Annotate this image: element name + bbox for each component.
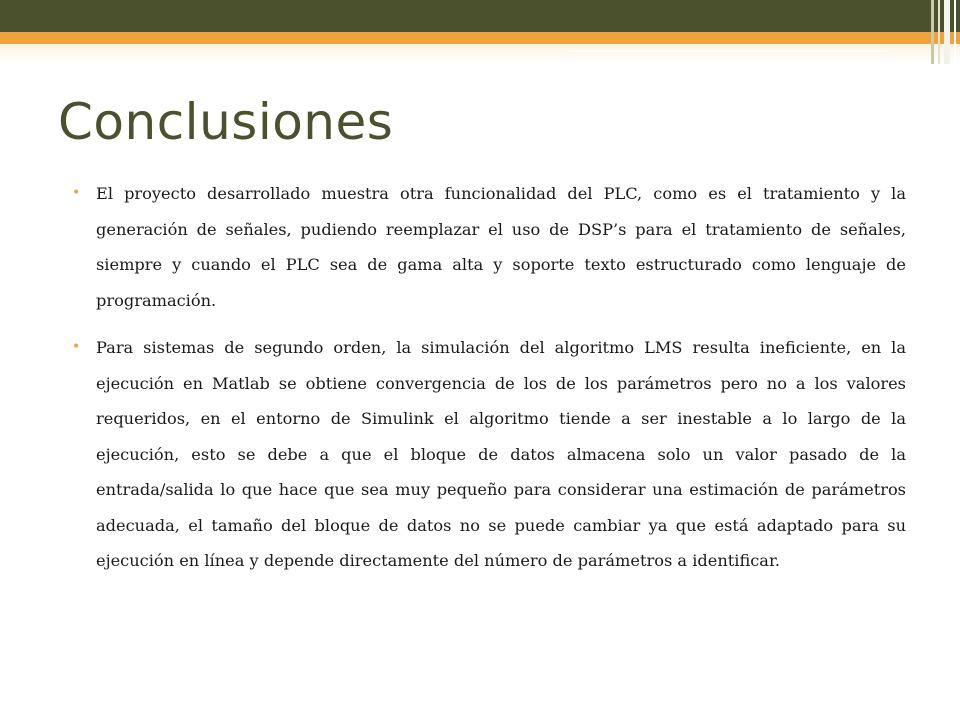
bullet-list — [70, 176, 906, 591]
header-highlight-line — [568, 50, 888, 52]
header-stripe — [954, 0, 956, 64]
header-stripe — [931, 0, 934, 64]
header-band-dark — [0, 0, 960, 32]
bullet-text: El proyecto desarrollado muestra otra funcionalidad del PLC, como es el tratamiento y la generación de señales, pudiendo reemplazar el uso de DSP’s para el tratamiento de señales, siempre y cuando el PLC sea de gama alta y soporte texto estructurado como lenguaje de programación. — [96, 184, 906, 310]
bullet-item — [70, 330, 906, 579]
header-stripe — [944, 0, 950, 64]
header-stripe — [938, 0, 940, 64]
bullet-item — [70, 176, 906, 318]
bullet-icon: • — [72, 339, 81, 355]
bullet-text: Para sistemas de segundo orden, la simulación del algoritmo LMS resulta ineficiente, en la ejecución en Matlab se obtiene convergencia de los de los parámetros pero no a los valores requeridos, en el entorno de Simulink el algoritmo tiende a ser inestable a lo largo de la ejecución, esto se debe a que el bloque de datos almacena solo un valor pasado de la entrada/salida lo que hace que sea muy pequeño para considerar una estimación de parámetros adecuada, el tamaño del bloque de datos no se puede cambiar ya que está adaptado para su ejecución en línea y depende directamente del número de parámetros a identificar. — [96, 338, 906, 570]
header-highlight-line-short — [568, 60, 778, 62]
slide-title: Conclusiones — [58, 93, 394, 151]
bullet-icon: • — [72, 185, 81, 201]
header-band-fade — [0, 44, 960, 64]
header-band-accent — [0, 32, 960, 44]
